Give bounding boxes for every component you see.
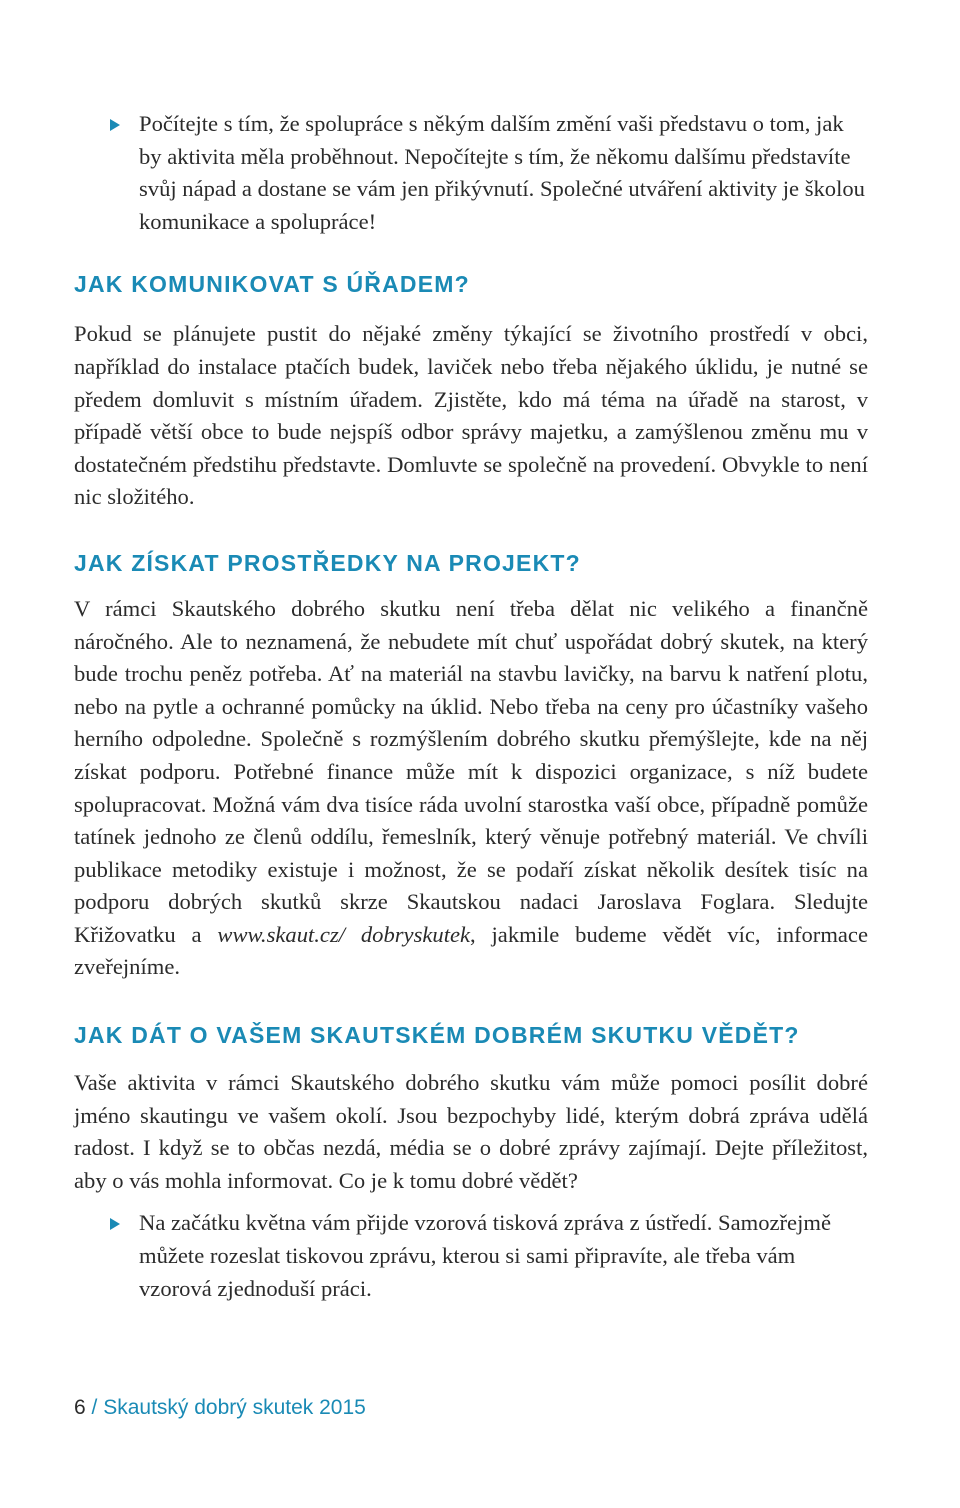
bullet-text: Počítejte s tím, že spolupráce s někým dalším změní vaši představu o tom, jak by aktivita měla proběhnout. Nepočítejte s tím, že někomu dalšímu představíte svůj nápad a dostane se vám jen přikývnutí. Společné utváření aktivity je školou komunikace a spolupráce! — [139, 111, 865, 234]
triangle-bullet-icon — [110, 119, 120, 131]
page-number: 6 — [74, 1396, 86, 1419]
web-link[interactable]: www.skaut.cz/ dobryskutek — [217, 921, 471, 947]
publication-title: Skautský dobrý skutek 2015 — [103, 1396, 366, 1419]
section-heading-office: JAK KOMUNIKOVAT S ÚŘADEM? — [74, 271, 470, 298]
footer-separator: / — [85, 1396, 104, 1419]
bullet-item — [74, 108, 868, 238]
triangle-bullet-icon — [110, 1218, 120, 1230]
paragraph-text: , jakmile budeme vědět víc, informace zveřejníme. — [74, 921, 868, 980]
page-content — [74, 108, 868, 1305]
section-paragraph-office: Pokud se plánujete pustit do nějaké změny týkající se životního prostředí v obci, například do instalace ptačích budek, laviček nebo třeba nějakého úklidu, je nutné se předem domluvit s místním úřadem. Zjistěte, kdo má téma na úřadě na starost, v případě větší obce to bude nejspíš odbor správy majetku, a zamýšlenou změnu mu v dostatečném předstihu představte. Domluvte se společně na provedení. Obvykle to není nic složitého. — [74, 321, 868, 510]
section-paragraph-publicity: Vaše aktivita v rámci Skautského dobrého skutku vám může pomoci posílit dobré jméno skautingu ve vašem okolí. Jsou bezpochyby lidé, kterým dobrá zpráva udělá radost. I když se to občas nezdá, média se o dobré zprávy zajímají. Dejte příležitost, aby o vás mohla informovat. Co je k tomu dobré vědět? — [74, 1070, 868, 1193]
paragraph-text: V rámci Skautského dobrého skutku není třeba dělat nic velikého a finančně náročného. Ale to neznamená, že nebudete mít chuť uspořádat dobrý skutek, na který bude trochu peněz potřeba. Ať na materiál na stavbu lavičky, na barvu k natření plotu, nebo na pytle a ochranné pomůcky na úklid. Nebo třeba na ceny pro účastníky vašeho herního odpoledne. Společně s rozmýšlením dobrého skutku přemýšlejte, kde na něj získat podporu. Potřebné finance může mít k dispozici organizace, s níž budete spolupracovat. Možná vám dva tisíce ráda uvolní starostka vaší obce, případně pomůže tatínek jednoho ze členů oddílu, řemeslník, který věnuje potřebný materiál. Ve chvíli publikace metodiky existuje i možnost, že se podaří získat několik desítek tisíc na podporu dobrých skutků skrze Skautskou nadaci Jaroslava Foglara. Sledujte Křižovatku a — [74, 595, 868, 947]
bullet-item — [74, 1207, 868, 1305]
section-heading-publicity: JAK DÁT O VAŠEM SKAUTSKÉM DOBRÉM SKUTKU VĚDĚT? — [74, 1022, 800, 1049]
bullet-text: Na začátku května vám přijde vzorová tisková zpráva z ústředí. Samozřejmě můžete rozeslat tiskovou zprávu, kterou si sami připravíte, ale třeba vám vzorová zjednoduší práci. — [139, 1210, 831, 1301]
section-paragraph-funding — [74, 593, 868, 984]
page-footer — [74, 1396, 366, 1420]
section-heading-funding: JAK ZÍSKAT PROSTŘEDKY NA PROJEKT? — [74, 549, 581, 576]
